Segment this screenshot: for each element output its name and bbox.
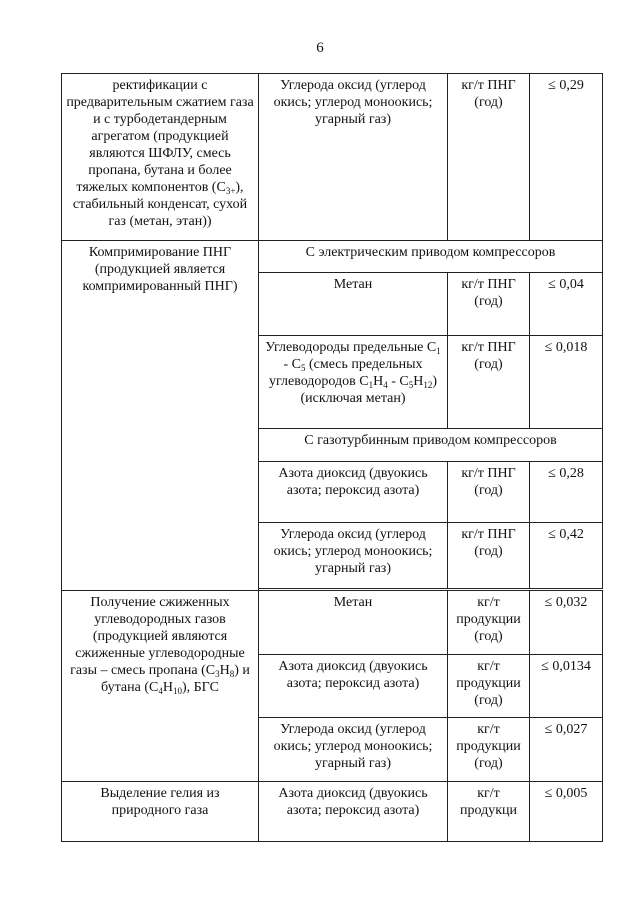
process-cell: ректификации с предварительным сжатием газа и с турбодетандерным агрегатом (продукцией являются ШФЛУ, смесь пропана, бутана и более тяжелых компонентов $(C_{3+})$, стабильный конденсат, сухой газ (метан, этан)) (62, 74, 259, 241)
unit-cell: кг/т продукци (448, 782, 530, 842)
table-row (62, 241, 603, 273)
subheader-gasturbine-drive: С газотурбинным приводом компрессоров (259, 429, 603, 462)
unit-cell: кг/т продукции (год) (448, 591, 530, 655)
unit-cell: кг/т продукции (год) (448, 718, 530, 782)
unit-cell: кг/т продукции (год) (448, 655, 530, 718)
substance-cell: Азота диоксид (двуокись азота; пероксид азота) (259, 655, 448, 718)
substance-cell: Углерода оксид (углерод окись; углерод моноокись; угарный газ) (259, 523, 448, 589)
substance-cell: Углеводороды предельные $C_1 - C_5$ (смесь предельных углеводородов $C_1H_4 - C_5H_{12}$) (исключая метан) (259, 336, 448, 429)
page-number: 6 (316, 40, 324, 56)
value-cell: ≤ 0,032 (530, 591, 603, 655)
substance-cell: Метан (259, 273, 448, 336)
process-cell: Получение сжиженных углеводородных газов (продукцией являются сжиженные углеводородные газы – смесь пропана $(C_3H_8)$ и бутана $(C_4H_{10})$, БГС (62, 591, 259, 782)
value-cell: ≤ 0,027 (530, 718, 603, 782)
value-cell: ≤ 0,005 (530, 782, 603, 842)
substance-cell: Углерода оксид (углерод окись; углерод моноокись; угарный газ) (259, 718, 448, 782)
unit-cell: кг/т ПНГ (год) (448, 336, 530, 429)
unit-cell: кг/т ПНГ (год) (448, 462, 530, 523)
emission-standards-table (61, 73, 603, 842)
table-row (62, 74, 603, 241)
value-cell: ≤ 0,28 (530, 462, 603, 523)
unit-cell: кг/т ПНГ (год) (448, 74, 530, 241)
substance-cell: Азота диоксид (двуокись азота; пероксид азота) (259, 782, 448, 842)
value-cell: ≤ 0,42 (530, 523, 603, 589)
unit-cell: кг/т ПНГ (год) (448, 523, 530, 589)
table-row (62, 591, 603, 655)
substance-cell: Метан (259, 591, 448, 655)
substance-cell: Углерода оксид (углерод окись; углерод моноокись; угарный газ) (259, 74, 448, 241)
table-row (62, 782, 603, 842)
process-cell: Выделение гелия из природного газа (62, 782, 259, 842)
unit-cell: кг/т ПНГ (год) (448, 273, 530, 336)
value-cell: ≤ 0,04 (530, 273, 603, 336)
value-cell: ≤ 0,018 (530, 336, 603, 429)
value-cell: ≤ 0,29 (530, 74, 603, 241)
substance-cell: Азота диоксид (двуокись азота; пероксид азота) (259, 462, 448, 523)
value-cell: ≤ 0,0134 (530, 655, 603, 718)
subheader-electric-drive: С электрическим приводом компрессоров (259, 241, 603, 273)
process-cell: Компримирование ПНГ (продукцией является компримированный ПНГ) (62, 241, 259, 591)
